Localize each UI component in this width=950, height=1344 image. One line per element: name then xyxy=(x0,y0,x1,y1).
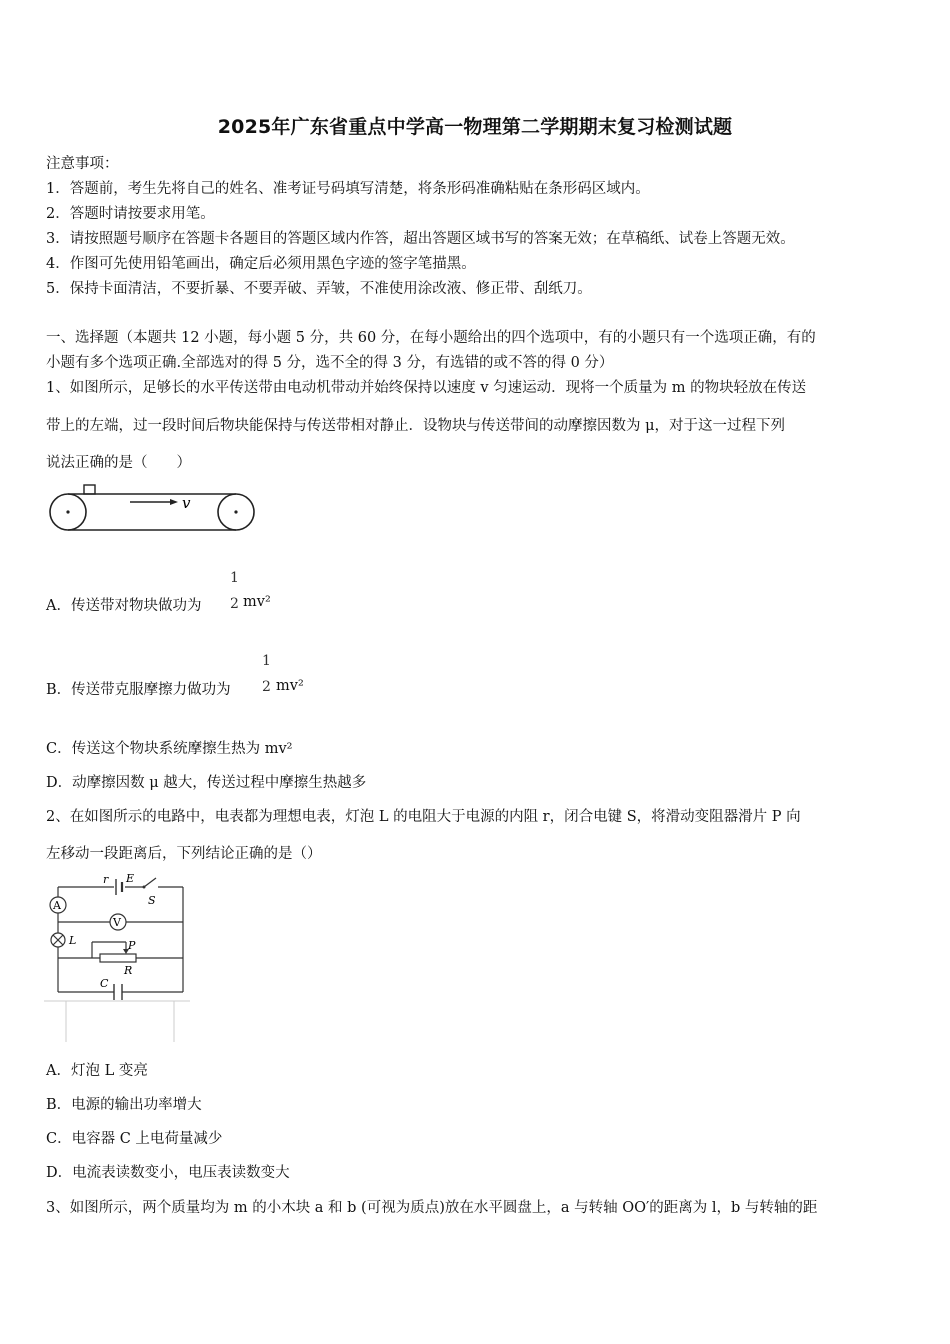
section-heading-line-2: 小题有多个选项正确.全部选对的得 5 分，选不全的得 3 分，有选错的或不答的得 0 分） xyxy=(46,355,614,371)
q1-a-tail: mv² xyxy=(243,594,271,610)
q1-option-c[interactable]: C．传送这个物块系统摩擦生热为 mv² xyxy=(46,741,293,757)
velocity-label: v xyxy=(182,494,191,512)
notice-item-2: 2．答题时请按要求用笔。 xyxy=(46,206,215,222)
notice-item-3: 3．请按照题号顺序在答题卡各题目的答题区域内作答，超出答题区域书写的答案无效；在草稿纸、试卷上答题无效。 xyxy=(46,231,795,247)
label-R: R xyxy=(124,964,133,977)
q1-option-d[interactable]: D．动摩擦因数 μ 越大，传送过程中摩擦生热越多 xyxy=(46,775,367,791)
q2-option-c[interactable]: C．电容器 C 上电荷量减少 xyxy=(46,1131,223,1147)
switch xyxy=(144,878,156,887)
q2-stem-line-2: 左移动一段距离后，下列结论正确的是（） xyxy=(46,846,322,862)
label-r: r xyxy=(103,873,109,886)
label-E: E xyxy=(126,872,135,885)
label-V: V xyxy=(113,916,121,929)
q2-option-a[interactable]: A．灯泡 L 变亮 xyxy=(46,1063,148,1079)
label-A: A xyxy=(53,899,61,912)
conveyor-belt-figure xyxy=(44,480,260,536)
q1-a-frac-num: 1 xyxy=(230,570,239,586)
q1-b-tail: mv² xyxy=(276,678,304,694)
q1-option-a[interactable]: A．传送带对物块做功为 xyxy=(46,598,202,614)
q1-b-frac-den: 2 xyxy=(262,679,271,695)
q1-stem-line-2: 带上的左端，过一段时间后物块能保持与传送带相对静止．设物块与传送带间的动摩擦因数为 μ，对于这一过程下列 xyxy=(46,418,786,434)
q2-option-d[interactable]: D．电流表读数变小，电压表读数变大 xyxy=(46,1165,290,1181)
section-heading-line-1: 一、选择题（本题共 12 小题，每小题 5 分，共 60 分，在每小题给出的四个选项中，有的小题只有一个选项正确，有的 xyxy=(46,330,816,346)
q1-stem-line-3: 说法正确的是（ ） xyxy=(46,455,191,471)
label-S: S xyxy=(148,894,156,907)
q2-option-b[interactable]: B．电源的输出功率增大 xyxy=(46,1097,202,1113)
rheostat xyxy=(100,954,136,962)
notice-heading: 注意事项： xyxy=(46,156,119,172)
q1-stem-line-1: 1、如图所示，足够长的水平传送带由电动机带动并始终保持以速度 v 匀速运动．现将一个质量为 m 的物块轻放在传送 xyxy=(46,380,807,396)
circuit-figure xyxy=(44,870,190,1042)
label-C: C xyxy=(100,977,109,990)
block xyxy=(84,485,95,494)
notice-item-5: 5．保持卡面清洁，不要折暴、不要弄破、弄皱，不准使用涂改液、修正带、刮纸刀。 xyxy=(46,281,592,297)
q2-stem-line-1: 2、在如图所示的电路中，电表都为理想电表，灯泡 L 的电阻大于电源的内阻 r，闭合电键 S，将滑动变阻器滑片 P 向 xyxy=(46,809,801,825)
label-P: P xyxy=(128,939,136,952)
q1-b-frac-num: 1 xyxy=(262,653,271,669)
q3-stem-line-1: 3、如图所示，两个质量均为 m 的小木块 a 和 b (可视为质点)放在水平圆盘上，a 与转轴 OO′的距离为 l，b 与转轴的距 xyxy=(46,1200,818,1216)
notice-item-1: 1．答题前，考生先将自己的姓名、准考证号码填写清楚，将条形码准确粘贴在条形码区域内。 xyxy=(46,181,650,197)
label-L: L xyxy=(69,934,77,947)
q1-a-frac-den: 2 xyxy=(230,596,239,612)
notice-item-4: 4．作图可先使用铅笔画出，确定后必须用黑色字迹的签字笔描黑。 xyxy=(46,256,476,272)
page-title: 2025年广东省重点中学高一物理第二学期期末复习检测试题 xyxy=(217,116,733,138)
q1-option-b[interactable]: B．传送带克服摩擦力做功为 xyxy=(46,682,231,698)
